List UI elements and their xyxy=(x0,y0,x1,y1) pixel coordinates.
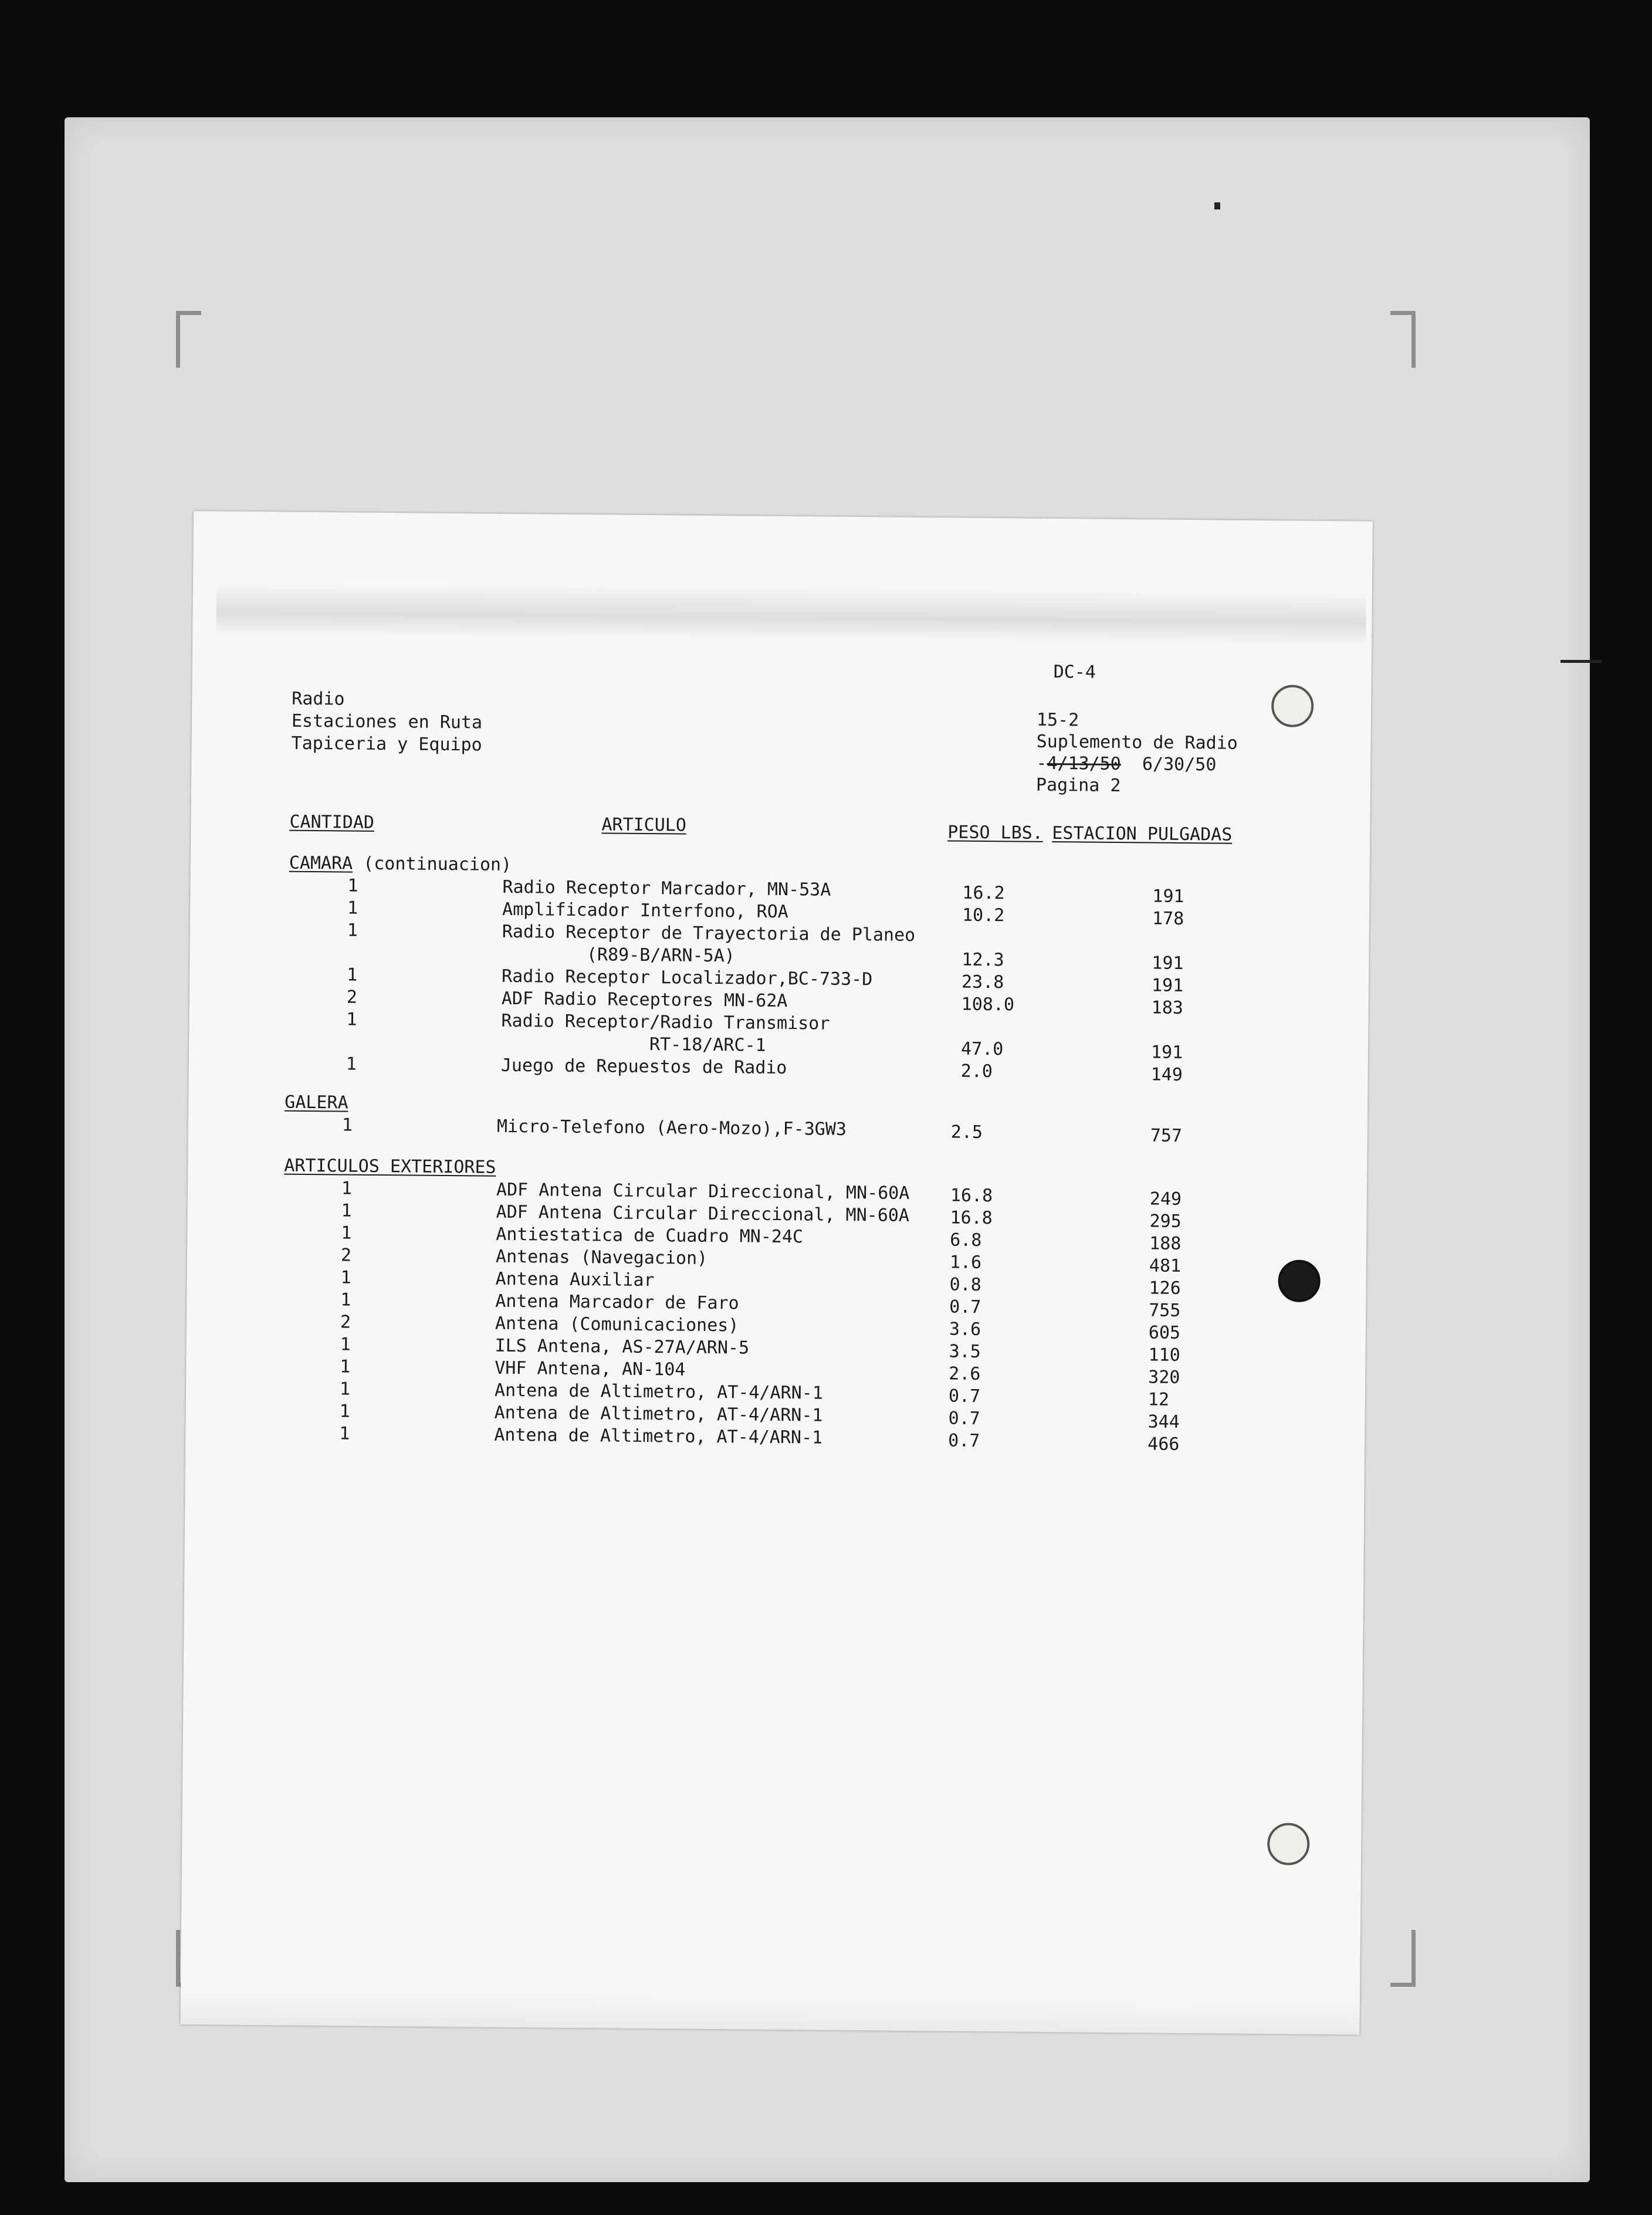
item-weight: 23.8 xyxy=(961,971,1004,993)
item-station: 605 xyxy=(1148,1322,1181,1343)
item-article: Antiestatica de Cuadro MN-24C xyxy=(496,1224,804,1248)
header-left-line: Tapiceria y Equipo xyxy=(291,733,482,756)
item-quantity: 1 xyxy=(347,875,358,896)
column-header-qty: CANTIDAD xyxy=(289,811,375,833)
crop-mark-bottom-right xyxy=(1390,1930,1416,1987)
item-weight: 6.8 xyxy=(950,1230,982,1251)
item-station: 755 xyxy=(1149,1300,1181,1321)
column-header-station: ESTACION PULGADAS xyxy=(1052,823,1233,845)
item-article: ILS Antena, AS-27A/ARN-5 xyxy=(495,1335,750,1359)
item-article: Radio Receptor Marcador, MN-53A xyxy=(502,876,831,900)
item-article: Antena Auxiliar xyxy=(495,1268,655,1291)
item-quantity: 1 xyxy=(339,1423,350,1444)
item-station: 320 xyxy=(1148,1367,1180,1388)
punch-hole-bottom xyxy=(1267,1823,1310,1865)
new-date: 6/30/50 xyxy=(1142,754,1217,775)
item-station: 249 xyxy=(1149,1188,1182,1210)
section-title-text: ARTICULOS EXTERIORES xyxy=(284,1155,496,1178)
item-article: Juego de Repuestos de Radio xyxy=(500,1055,787,1079)
item-station: 344 xyxy=(1147,1411,1180,1432)
section-title-text: CAMARA xyxy=(289,852,353,874)
item-station: 466 xyxy=(1147,1434,1180,1455)
section-title xyxy=(289,852,512,876)
punch-hole-middle xyxy=(1278,1259,1321,1302)
item-weight: 12.3 xyxy=(962,949,1004,971)
item-station: 191 xyxy=(1151,975,1184,996)
item-quantity: 1 xyxy=(340,1289,351,1310)
item-quantity: 1 xyxy=(340,1267,351,1288)
item-quantity: 1 xyxy=(339,1379,351,1400)
column-header-weight: PESO LBS. xyxy=(947,822,1044,844)
item-article: Amplificador Interfono, ROA xyxy=(502,899,788,923)
section-title-text: GALERA xyxy=(285,1092,348,1113)
item-article: Radio Receptor Localizador,BC-733-D xyxy=(501,966,873,990)
item-quantity: 1 xyxy=(341,1200,352,1221)
item-article: Radio Receptor de Trayectoria de Planeo xyxy=(502,921,916,946)
item-quantity: 1 xyxy=(341,1222,352,1244)
item-quantity: 2 xyxy=(346,987,358,1008)
edge-mark xyxy=(1560,660,1602,663)
item-article: Micro-Telefono (Aero-Mozo),F-3GW3 xyxy=(496,1116,847,1140)
item-quantity: 1 xyxy=(340,1356,351,1377)
item-weight: 3.5 xyxy=(949,1341,981,1362)
header-left-line: Radio xyxy=(292,688,345,710)
dash: - xyxy=(1036,753,1047,774)
item-article: Antena de Altimetro, AT-4/ARN-1 xyxy=(494,1380,824,1404)
item-quantity: 2 xyxy=(340,1245,352,1266)
item-station: 481 xyxy=(1149,1255,1182,1276)
speck xyxy=(1214,202,1220,209)
item-station: 183 xyxy=(1151,997,1184,1018)
item-article: Antenas (Navegacion) xyxy=(495,1246,708,1269)
item-quantity: 1 xyxy=(346,1009,357,1030)
item-station: 295 xyxy=(1149,1211,1182,1232)
supplement-label: Suplemento de Radio xyxy=(1036,731,1238,754)
crop-mark-top-left xyxy=(176,311,201,368)
section-title-suffix: (continuacion) xyxy=(353,853,512,875)
item-station: 149 xyxy=(1150,1064,1183,1085)
item-weight: 108.0 xyxy=(961,994,1015,1015)
item-station: 191 xyxy=(1150,1042,1183,1063)
item-weight: 10.2 xyxy=(962,905,1005,926)
item-article: Antena de Altimetro, AT-4/ARN-1 xyxy=(494,1402,823,1426)
column-header-article: ARTICULO xyxy=(601,814,687,836)
item-article: ADF Antena Circular Direccional, MN-60A xyxy=(496,1179,910,1204)
item-article: Antena de Altimetro, AT-4/ARN-1 xyxy=(494,1424,823,1448)
item-weight: 16.2 xyxy=(962,882,1005,904)
item-article: ADF Radio Receptores MN-62A xyxy=(501,988,788,1012)
section-number: 15-2 xyxy=(1036,709,1079,731)
item-weight: 47.0 xyxy=(960,1038,1004,1060)
bleed-through-band xyxy=(216,582,1366,645)
item-station: 191 xyxy=(1152,953,1184,974)
section-title xyxy=(285,1092,348,1114)
item-station: 126 xyxy=(1149,1278,1181,1299)
item-station: 110 xyxy=(1148,1344,1180,1366)
item-article: Antena (Comunicaciones) xyxy=(495,1313,739,1336)
item-weight: 16.8 xyxy=(950,1185,993,1207)
item-station: 191 xyxy=(1152,886,1184,907)
punch-hole-top xyxy=(1271,685,1314,727)
item-weight: 0.7 xyxy=(949,1296,981,1318)
old-date: 4/13/50 xyxy=(1047,753,1121,775)
item-weight: 0.7 xyxy=(948,1408,980,1429)
item-quantity: 1 xyxy=(346,964,358,985)
item-article: Radio Receptor/Radio Transmisor xyxy=(501,1010,830,1034)
item-weight: 16.8 xyxy=(950,1207,993,1229)
crop-mark-top-right xyxy=(1390,311,1416,368)
page-number: Pagina 2 xyxy=(1035,774,1121,797)
item-weight: 1.6 xyxy=(949,1252,982,1273)
item-quantity: 2 xyxy=(340,1312,351,1333)
item-weight: 2.0 xyxy=(960,1061,993,1082)
item-station: 178 xyxy=(1152,908,1184,929)
item-weight: 2.5 xyxy=(950,1122,983,1143)
item-weight: 0.8 xyxy=(949,1274,981,1295)
item-weight: 3.6 xyxy=(949,1319,981,1340)
item-article: (R89-B/ARN-5A) xyxy=(502,943,735,967)
section-title xyxy=(284,1155,496,1178)
item-article: ADF Antena Circular Direccional, MN-60A xyxy=(496,1201,910,1226)
revision-dates xyxy=(1036,753,1216,776)
item-station: 12 xyxy=(1147,1389,1170,1410)
model-label: DC-4 xyxy=(1053,662,1096,683)
item-article: RT-18/ARC-1 xyxy=(500,1032,766,1056)
item-weight: 0.7 xyxy=(948,1386,981,1407)
item-quantity: 1 xyxy=(347,920,358,941)
item-station: 757 xyxy=(1150,1125,1183,1146)
item-weight: 2.6 xyxy=(949,1363,981,1384)
item-weight: 0.7 xyxy=(948,1430,980,1451)
item-quantity: 1 xyxy=(341,1115,353,1136)
item-article: Antena Marcador de Faro xyxy=(495,1291,739,1314)
document-page xyxy=(181,511,1373,2034)
item-quantity: 1 xyxy=(346,1054,357,1075)
item-quantity: 1 xyxy=(340,1334,351,1355)
item-quantity: 1 xyxy=(347,897,358,919)
item-quantity: 1 xyxy=(341,1178,353,1199)
item-article: VHF Antena, AN-104 xyxy=(495,1357,686,1380)
header-left-line: Estaciones en Ruta xyxy=(291,710,483,733)
item-station: 188 xyxy=(1149,1233,1182,1254)
item-quantity: 1 xyxy=(339,1401,350,1422)
